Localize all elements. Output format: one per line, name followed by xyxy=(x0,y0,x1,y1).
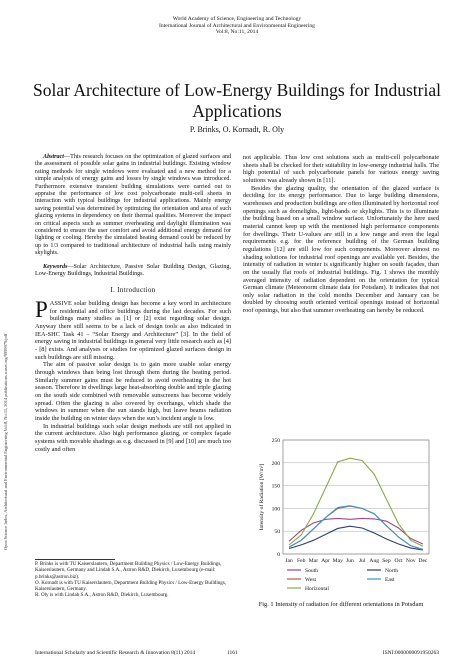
section-heading: I. Introduction xyxy=(110,285,156,294)
intro-paragraph-text: ASSIVE solar building design has become a key word in architecture for residential and office buildings during the last decades. For such buildings many studies as [1] or [2] exist regarding solar design. Anyway there still seems to be a lack of design tools as also indicated in IEA-SHC Task 41 – “Solar Energy and Architecture” [3]. In the field of energy saving in industrial buildings in general very little research such as [4] - [8] exists. And analyses or studies for optimized glazed surfaces design in such buildings are still missing. xyxy=(35,300,231,361)
x-tick-label: Oct xyxy=(394,558,403,564)
journal-header-line: International Journal of Architectural and Environmental Engineering xyxy=(159,22,315,29)
footnote: P. Brinks is with TU Kaiserslautern, Department Building Physics / Low-Energy Buildings, Kaiserslautern, Germany and Lindab S.A., Astron R&D, Diekirch, Luxembourg (e-mail: p.brinks@astron.biz). xyxy=(35,561,222,580)
chart-canvas xyxy=(253,436,433,596)
x-tick-label: Aug xyxy=(369,558,380,564)
paper-authors: P. Brinks, O. Kornadt, R. Oly xyxy=(189,125,285,134)
y-tick-label: 50 xyxy=(274,529,280,536)
x-tick-label: Sep xyxy=(382,558,391,564)
keywords xyxy=(35,264,231,279)
y-tick-label: 150 xyxy=(271,483,280,490)
x-tick-label: Feb xyxy=(297,558,306,564)
x-tick-label: Jan xyxy=(285,558,293,564)
journal-header-line: Vol:8, No:11, 2014 xyxy=(215,29,259,36)
x-tick-label: Jun xyxy=(346,558,354,564)
y-tick-label: 0 xyxy=(277,552,280,558)
footnote: O. Kornadt is with TU Kaiserslautern, Department Building Physics / Low-Energy Buildings, Kaiserslautern, Germany. xyxy=(35,579,227,593)
journal-header-line: World Academy of Science, Engineering and Technology xyxy=(172,16,302,22)
intro-paragraph: In industrial buildings such solar design methods are still not applied in the current architecture. Also high performance glazing, or complex façade systems with movable shadings as e.g. discussed in [9] and [10] are much too costly and often xyxy=(35,422,231,453)
figure-caption: Fig. 1 Intensity of radiation for different orientations in Potsdam xyxy=(258,601,424,608)
left-column xyxy=(35,154,231,453)
intro-paragraph: The aim of passive solar design is to gain more usable solar energy through windows than being lost through them during the heating period. Similarly summer gains must be reduced to avoid overheating in the hot season. Therefore in dwellings large heat-absorbing double and triple glazing on the south side combined with removable sunscreens has become widely spread. Often the glazing is also covered by overhangs, which shade the windows in summer when the sun stands high, but leave beams radiation inside the building on winter days when the sun’s incident angle is low. xyxy=(35,361,231,422)
legend-label: South xyxy=(305,568,319,574)
footer-journal: International Scholarly and Scientific Research & Innovation 8(11) 2014 xyxy=(35,650,196,656)
x-tick-label: Jul xyxy=(358,558,366,564)
legend-label: North xyxy=(385,568,399,574)
side-metadata: Open Science Index, Architectural and Environmental Engineering Vol:8, No:11, 2014 publications.waset.org/9999979/pdf xyxy=(3,333,8,550)
x-tick-label: May xyxy=(332,558,343,564)
drop-cap: P xyxy=(35,297,48,323)
journal-header xyxy=(0,16,474,36)
x-tick-label: Nov xyxy=(405,558,416,564)
paper-title: Solar Architecture of Low-Energy Buildings for Industrial Applications xyxy=(33,80,441,121)
legend-label: Horizontal xyxy=(305,586,329,592)
abstract-label: Abstract xyxy=(43,154,64,160)
legend-label: West xyxy=(305,577,317,583)
right-column xyxy=(243,154,439,315)
keywords-label: Keywords xyxy=(43,263,68,270)
x-tick-label: Dec xyxy=(418,558,428,564)
y-tick-label: 200 xyxy=(271,460,280,467)
keywords-text: —Solar Architecture, Passive Solar Building Design, Glazing, Low-Energy Buildings, Industrial Buildings. xyxy=(35,263,231,278)
intro-paragraph xyxy=(35,297,231,361)
abstract-text: —This research focuses on the optimization of glazed surfaces and the assessment of possible solar gains in industrial buildings. Existing window rating methods for single windows were evaluated and a new method for a simple analysis of energy gains and losses by single windows was introduced. Furthermore extensive transient building simulations were carried out to appraise the performance of low cost polycarbonate multi-cell sheets in interaction with typical buildings for industrial applications. Mainly energy saving potential was determined by optimizing the orientation and area of such glazing systems in dependency on their thermal qualities. Moreover the impact on critical aspects such as summer overheating and daylight illumination was considered to ensure the user comfort and avoid additional energy demand for lighting or cooling. Hereby the simulated heating demand could be reduced by up to 1/3 compared to traditional architecture of industrial halls using mainly skylights. xyxy=(35,154,231,257)
page-number: 1161 xyxy=(227,650,238,656)
footnote-divider xyxy=(35,559,115,560)
radiation-chart xyxy=(253,436,433,596)
legend-label: East xyxy=(385,577,395,583)
body-paragraph: not applicable. Thus low cost solutions such as multi-cell polycarbonate sheets shall be checked for their suitability in low-energy industrial halls. The high potential of such polycarbonate panels for various energy saving solutions was already shown in [11]. xyxy=(243,154,439,184)
x-tick-label: Mar xyxy=(308,558,319,564)
y-tick-label: 250 xyxy=(271,438,280,444)
author-footnotes xyxy=(35,561,231,599)
x-tick-label: Apr xyxy=(321,558,330,564)
y-tick-label: 100 xyxy=(271,506,280,513)
footnote: R. Oly is with Lindab S.A., Astron R&D, Diekirch, Luxembourg. xyxy=(35,592,169,599)
body-paragraph: Besides the glazing quality, the orientation of the glazed surface is deciding for its energy performance. Due to large building dimensions, warehouses and production buildings are often illuminated by horizontal roof openings such as domelights, light-bands or skylights. This is to illuminate the building based on a small window surface. Unfortunately the here used material cannot keep up with the mentioned high performance components for dwellings. Their U-values are still in a low range and even the legal requirements e.g. for the reference building of the German building regulations [12] are still low for such components. Moreover almost no shading solutions for industrial roof openings are available yet. Besides, the intensity of radiation in winter is significantly higher on south façades, than on the usually flat roofs of industrial buildings. Fig. 1 shows the monthly averaged intensity of radiation dependent on the orientation for typical German climate (Meteonorm climate data for Potsdam). It indicates that not only solar radiation in the cold months December and January can be doubled by choosing south oriented vertical openings instead of horizontal roof openings, but also that summer overheating can hereby be reduced. xyxy=(243,184,439,315)
y-axis-label: Intensity of Radiation [W/m²] xyxy=(259,463,265,531)
footer-isni: ISNI:0000000091950263 xyxy=(382,650,439,656)
abstract xyxy=(35,154,231,258)
